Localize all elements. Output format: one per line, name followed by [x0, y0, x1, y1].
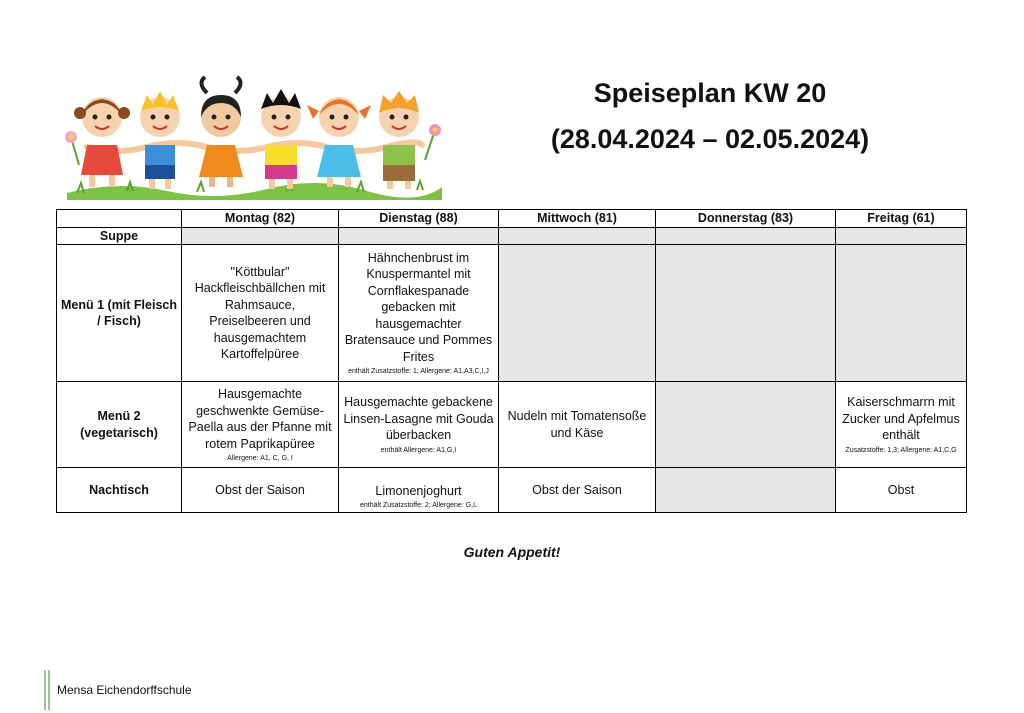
dessert-monday [182, 468, 339, 513]
dish-text: Nudeln mit Tomatensoße und Käse [507, 409, 647, 440]
menu1-monday [182, 245, 339, 382]
corner-cell [57, 210, 182, 228]
allergen-note: enthält Allergene: A1,G,I [380, 446, 457, 454]
day-header-friday: Freitag (61) [836, 210, 967, 228]
dessert-wednesday [499, 468, 656, 513]
day-header-wednesday: Mittwoch (81) [499, 210, 656, 228]
dish-text: Hähnchenbrust im Knuspermantel mit Cornflakespanade gebacken mit hausgemachter Bratensauce und Pommes Frites [344, 250, 493, 364]
menu2-tuesday [339, 382, 499, 468]
table-header-row [57, 210, 967, 228]
closing-text: Guten Appetit! [463, 544, 561, 560]
allergen-note: enthält Zusatzstoffe: 2; Allergene: G,L [360, 502, 477, 509]
day-header-thursday: Donnerstag (83) [656, 210, 836, 228]
menu2-thursday [656, 382, 836, 468]
day-header-monday: Montag (82) [182, 210, 339, 228]
soup-tuesday [339, 227, 499, 245]
footer-text: Mensa Eichendorffschule [57, 683, 192, 697]
menu1-friday [836, 245, 967, 382]
page-title: Speiseplan KW 20 [593, 78, 827, 108]
dessert-friday [836, 468, 967, 513]
footer-accent-bars [44, 670, 54, 710]
allergen-note: Zusatzstoffe: 1,3; Allergene: A1,C,G [845, 446, 957, 454]
dish-text: Hausgemachte gebackene Linsen-Lasagne mit Gouda überbacken [343, 395, 494, 443]
soup-friday [836, 227, 967, 245]
menu-table [56, 209, 967, 513]
soup-wednesday [499, 227, 656, 245]
table-row [57, 227, 967, 245]
allergen-note: Allergene: A1, C, G, I [227, 455, 293, 462]
row-label-soup: Suppe [57, 227, 182, 245]
row-label-menu2 [57, 382, 182, 468]
dish-text: Obst [887, 482, 915, 497]
dessert-tuesday [339, 468, 499, 513]
row-label-dessert: Nachtisch [57, 468, 182, 513]
children-holding-hands-illustration [57, 75, 450, 200]
dish-text: Limonenjoghurt [375, 483, 462, 498]
table-row [57, 468, 967, 513]
day-header-tuesday: Dienstag (88) [339, 210, 499, 228]
dish-text: "Köttbular" Hackfleischbällchen mit Rahmsauce, Preiselbeeren und hausgemachtem Kartoffelpüree [194, 264, 326, 361]
row-label-menu1 [57, 245, 182, 382]
menu2-wednesday [499, 382, 656, 468]
row-label-menu1-text: Menü 1 (mit Fleisch / Fisch) [61, 297, 177, 328]
dish-text: Obst der Saison [532, 482, 622, 497]
dessert-thursday [656, 468, 836, 513]
table-row [57, 245, 967, 382]
table-row [57, 382, 967, 468]
menu2-monday [182, 382, 339, 468]
soup-monday [182, 227, 339, 245]
dish-text: Hausgemachte geschwenkte Gemüse-Paella aus der Pfanne mit rotem Paprikapüree [188, 387, 332, 451]
dish-text: Kaiserschmarrn mit Zucker und Apfelmus enthält [842, 395, 960, 443]
soup-thursday [656, 227, 836, 245]
dish-text: Obst der Saison [215, 482, 305, 497]
row-label-menu2-text: Menü 2 (vegetarisch) [80, 409, 158, 440]
allergen-note: enthält Zusatzstoffe: 1; Allergene: A1,A3,C,I,J [348, 368, 489, 376]
menu1-tuesday [339, 245, 499, 382]
menu2-friday [836, 382, 967, 468]
menu1-thursday [656, 245, 836, 382]
title-block [540, 74, 880, 158]
menu1-wednesday [499, 245, 656, 382]
date-range: (28.04.2024 – 02.05.2024) [550, 124, 870, 154]
